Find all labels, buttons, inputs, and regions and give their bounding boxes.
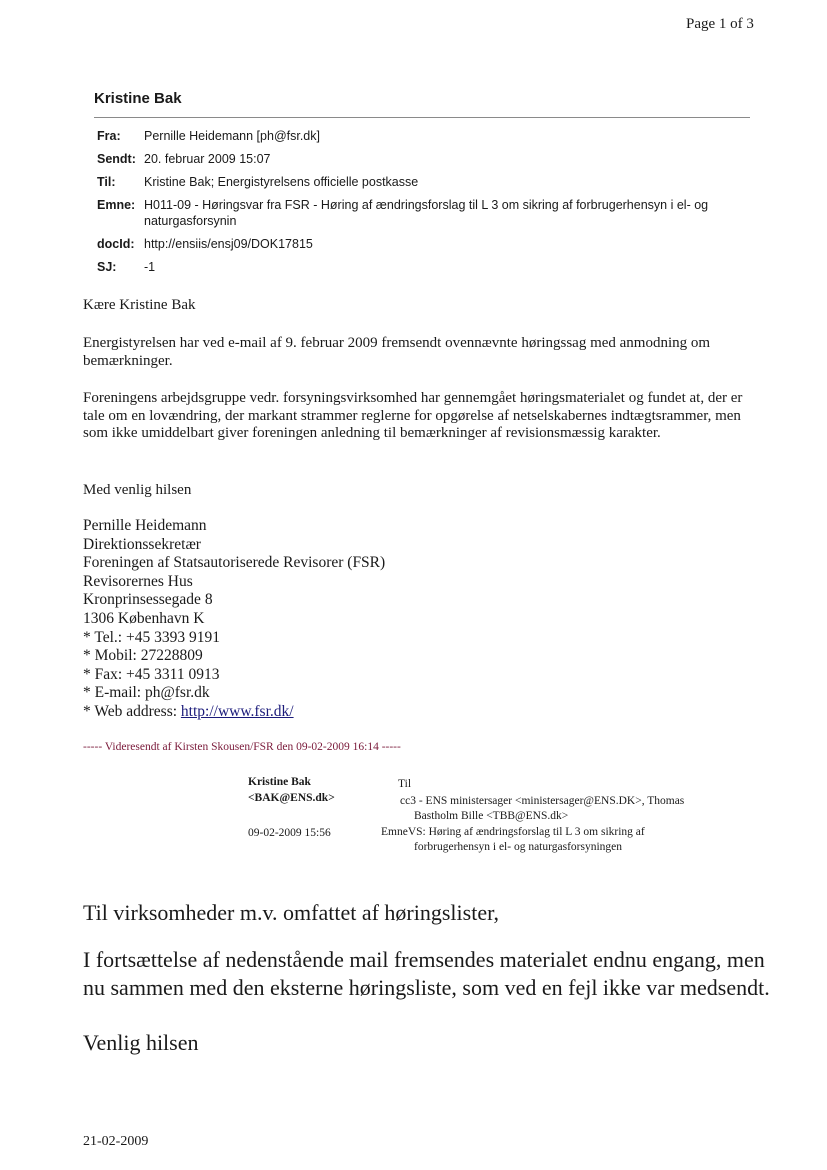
greeting: Kære Kristine Bak bbox=[83, 297, 196, 313]
signature-name: Pernille Heidemann bbox=[83, 517, 207, 534]
closing: Med venlig hilsen bbox=[83, 482, 192, 498]
header-row-emne bbox=[97, 197, 757, 236]
large-signoff: Venlig hilsen bbox=[83, 1030, 199, 1055]
header-row-fra bbox=[97, 128, 757, 151]
page-number: Page 1 of 3 bbox=[686, 16, 754, 32]
signature-building: Revisorernes Hus bbox=[83, 572, 193, 590]
forwarded-from-email: <BAK@ENS.dk> bbox=[248, 792, 335, 804]
til-value: Kristine Bak; Energistyrelsens officielle postkasse bbox=[144, 175, 419, 189]
signature-email: * E-mail: ph@fsr.dk bbox=[83, 684, 210, 702]
fra-label: Fra: bbox=[97, 129, 121, 143]
header-row-til bbox=[97, 174, 757, 197]
signature-block bbox=[83, 517, 385, 722]
forwarded-emne-line-2: forbrugerhensyn i el- og naturgasforsyningen bbox=[414, 841, 623, 853]
forwarded-cc-line-2: Bastholm Bille <TBB@ENS.dk> bbox=[414, 810, 569, 822]
docid-value: http://ensiis/ensj09/DOK17815 bbox=[144, 237, 313, 251]
forwarded-from-name: Kristine Bak bbox=[248, 776, 311, 788]
signature-mobil: * Mobil: 27228809 bbox=[83, 647, 203, 665]
docid-label: docId: bbox=[97, 237, 135, 251]
forward-line: ----- Videresendt af Kirsten Skousen/FSR den 09-02-2009 16:14 ----- bbox=[83, 741, 401, 753]
forwarded-emne-line-1: EmneVS: Høring af ændringsforslag til L 3 om sikring af bbox=[381, 826, 645, 838]
til-label: Til: bbox=[97, 175, 116, 189]
large-paragraph: I fortsættelse af nedenstående mail fremsendes materialet endnu engang, men nu sammen med den eksterne høringsliste, som ved en fejl ikke var medsendt. bbox=[83, 947, 770, 1000]
sendt-value: 20. februar 2009 15:07 bbox=[144, 152, 271, 166]
sj-value: -1 bbox=[144, 260, 156, 274]
signature-fax: * Fax: +45 3311 0913 bbox=[83, 665, 220, 683]
signature-web-label: * Web address: bbox=[83, 702, 181, 720]
signature-web bbox=[83, 703, 385, 722]
forwarded-cc-line-1: cc3 - ENS ministersager <ministersager@ENS.DK>, Thomas bbox=[400, 795, 685, 807]
header-row-docid bbox=[97, 236, 757, 259]
forwarded-date: 09-02-2009 15:56 bbox=[248, 827, 331, 839]
signature-city: 1306 København K bbox=[83, 609, 205, 627]
signature-title: Direktionssekretær bbox=[83, 535, 201, 553]
fra-value: Pernille Heidemann [ph@fsr.dk] bbox=[144, 129, 320, 143]
emne-value: H011-09 - Høringsvar fra FSR - Høring af ændringsforslag til L 3 om sikring af forbrugerhensyn i el- og naturgasforsynin bbox=[144, 198, 709, 228]
website-link[interactable]: http://www.fsr.dk/ bbox=[180, 702, 294, 720]
header-row-sj bbox=[97, 259, 757, 275]
sender-heading: Kristine Bak bbox=[94, 90, 182, 107]
sendt-label: Sendt: bbox=[97, 152, 136, 166]
signature-organization: Foreningen af Statsautoriserede Revisorer (FSR) bbox=[83, 554, 386, 572]
signature-street: Kronprinsessegade 8 bbox=[83, 591, 213, 609]
signature-tel: * Tel.: +45 3393 9191 bbox=[83, 628, 220, 646]
header-row-sendt bbox=[97, 151, 757, 174]
large-heading: Til virksomheder m.v. omfattet af høringslister, bbox=[83, 900, 500, 925]
header-divider bbox=[94, 117, 750, 118]
sj-label: SJ: bbox=[97, 260, 117, 274]
emne-label: Emne: bbox=[97, 198, 136, 212]
footer-date: 21-02-2009 bbox=[83, 1134, 149, 1149]
forwarded-til-label: Til bbox=[398, 778, 412, 790]
body-paragraph-1: Energistyrelsen har ved e-mail af 9. februar 2009 fremsendt ovennævnte høringssag med anmodning om bemærkninger. bbox=[83, 335, 711, 369]
body-paragraph-2: Foreningens arbejdsgruppe vedr. forsyningsvirksomhed har gennemgået høringsmaterialet og fundet at, der er tale om en lovændring, der markant strammer reglerne for opgørelse af netselskabernes indtægtsrammer, men som ikke umiddelbart giver foreningen anledning til bemærkninger af revisionsmæssig karakter. bbox=[83, 390, 743, 441]
email-header bbox=[97, 128, 757, 275]
